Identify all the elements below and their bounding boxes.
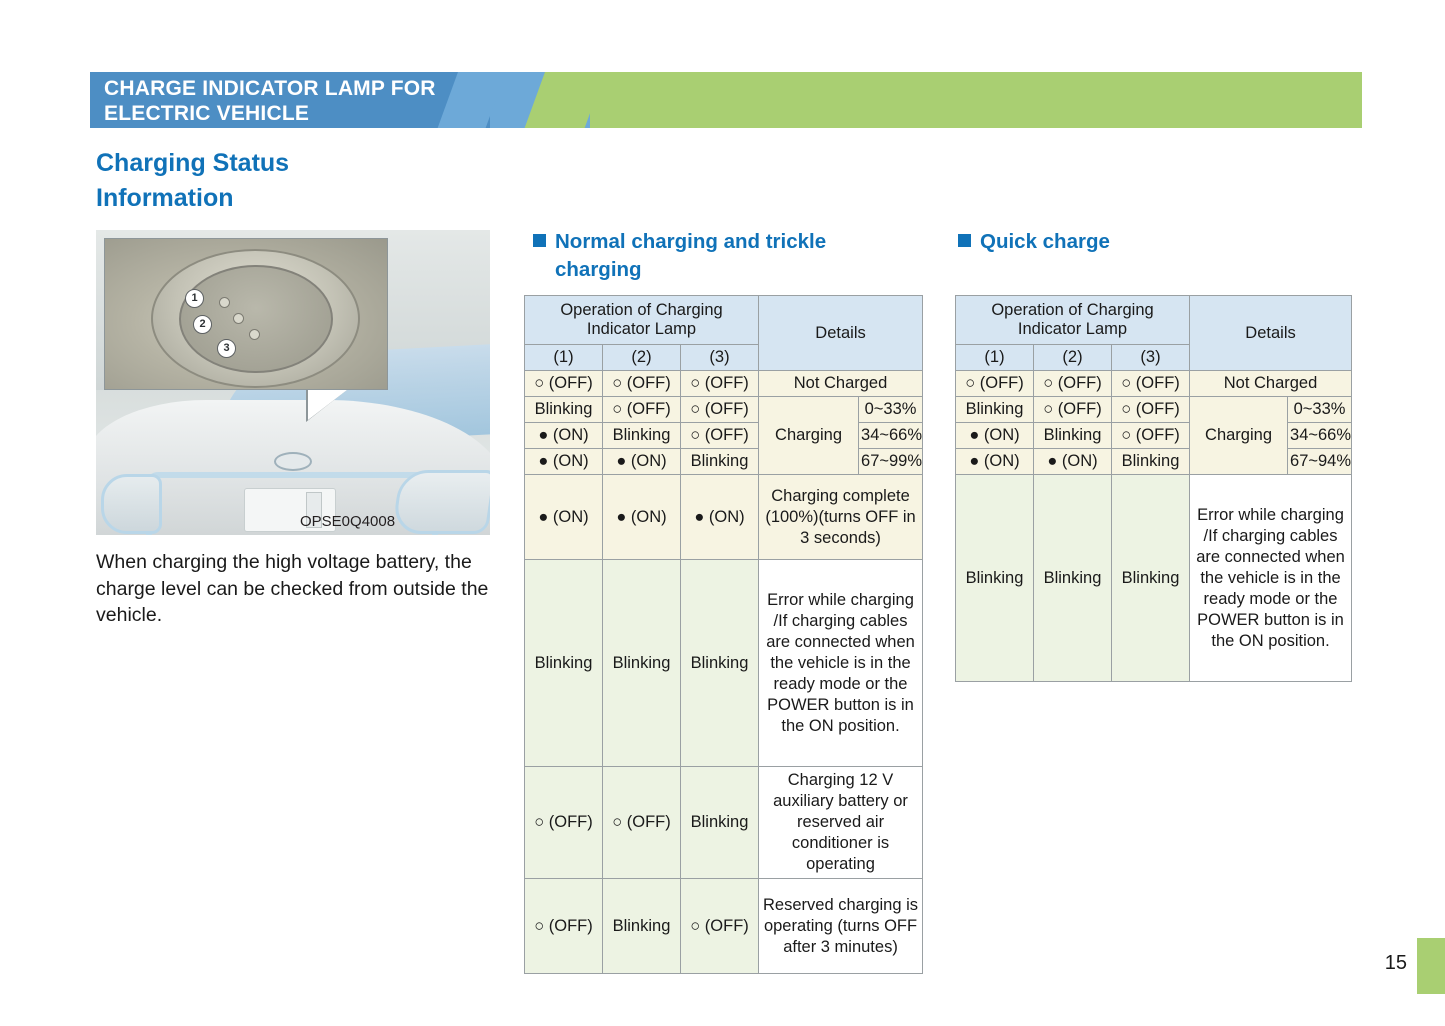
lamp1-state: ○ (OFF) (525, 371, 603, 397)
quick-charge-heading-label: Quick charge (980, 230, 1110, 253)
table-row (956, 371, 1352, 397)
lamp-3-dot (249, 329, 260, 340)
lamp1-state: Blinking (525, 560, 603, 767)
lamp2-state: ○ (OFF) (1034, 371, 1112, 397)
lamp3-header: (3) (681, 345, 759, 371)
row-detail: Reserved charging is operating (turns OFF after 3 minutes) (759, 879, 923, 974)
lamp2-state: Blinking (1034, 475, 1112, 682)
bullet-square-icon (533, 234, 546, 247)
lamp2-state: Blinking (603, 879, 681, 974)
charging-label: Charging (1190, 397, 1288, 475)
row-detail: Charging 12 V auxiliary battery or reserved air conditioner is operating (759, 767, 923, 879)
lamp2-state: Blinking (1034, 423, 1112, 449)
header-green-segment (780, 72, 1362, 128)
quick-charge-heading (958, 228, 1288, 256)
lamp3-state: Blinking (1112, 475, 1190, 682)
lamp2-state: ○ (OFF) (1034, 397, 1112, 423)
right-lamp (392, 470, 490, 534)
lamp2-state: Blinking (603, 423, 681, 449)
table-row (525, 449, 923, 475)
lamp3-state: ○ (OFF) (681, 423, 759, 449)
lamp2-state: ○ (OFF) (603, 371, 681, 397)
lamp2-state: Blinking (603, 560, 681, 767)
table-row (525, 475, 923, 560)
charge-percent: 67~94% (1288, 449, 1352, 475)
lamp3-state: ○ (OFF) (681, 371, 759, 397)
table-row (525, 371, 923, 397)
operation-header: Operation of Charging Indicator Lamp (525, 296, 759, 345)
table-header-row (956, 296, 1352, 345)
lamp3-state: ● (ON) (681, 475, 759, 560)
bullet-square-icon (958, 234, 971, 247)
page-title: Charging Status Information (96, 149, 290, 212)
row-detail: Not Charged (759, 371, 923, 397)
row-detail: Not Charged (1190, 371, 1352, 397)
charge-percent: 34~66% (1288, 423, 1352, 449)
figure-caption: When charging the high voltage battery, the charge level can be checked from outside the vehicle. (96, 551, 489, 626)
table-row (956, 397, 1352, 423)
lamp1-state: ● (ON) (525, 475, 603, 560)
lamp1-header: (1) (525, 345, 603, 371)
lamp-1-dot (219, 297, 230, 308)
normal-charging-heading-label: Normal charging and trickle charging (555, 230, 827, 281)
charge-percent: 34~66% (859, 423, 923, 449)
table-row (525, 397, 923, 423)
lamp3-state: Blinking (1112, 449, 1190, 475)
row-detail: Error while charging /If charging cables are connected when the vehicle is in the ready mode or the POWER button is in the ON position. (1190, 475, 1352, 682)
table-row (956, 449, 1352, 475)
charge-percent: 67~99% (859, 449, 923, 475)
lamp3-state: ○ (OFF) (681, 879, 759, 974)
details-header: Details (1190, 296, 1352, 371)
figure-code: OPSE0Q4008 (300, 513, 396, 530)
vehicle-emblem (274, 452, 312, 471)
lamp1-state: ○ (OFF) (525, 879, 603, 974)
lamp1-header: (1) (956, 345, 1034, 371)
lamp3-state: ○ (OFF) (1112, 397, 1190, 423)
lamp2-header: (2) (603, 345, 681, 371)
lamp1-state: ○ (OFF) (956, 371, 1034, 397)
lamp3-state: ○ (OFF) (1112, 371, 1190, 397)
table-row (525, 560, 923, 767)
lamp3-state: Blinking (681, 449, 759, 475)
table-header-row (525, 296, 923, 345)
callout-zoom-box (104, 238, 388, 390)
lamp2-header: (2) (1034, 345, 1112, 371)
badge-1: 1 (185, 289, 204, 308)
page-number: 15 (1384, 952, 1407, 974)
lamp2-state: ○ (OFF) (603, 397, 681, 423)
lamp2-state: ● (ON) (603, 449, 681, 475)
lamp3-state: Blinking (681, 560, 759, 767)
lamp1-state: ● (ON) (956, 449, 1034, 475)
lamp2-state: ○ (OFF) (603, 767, 681, 879)
table-row (525, 879, 923, 974)
lamp-2-dot (233, 313, 244, 324)
lamp3-state: ○ (OFF) (1112, 423, 1190, 449)
charge-port-illustration (96, 230, 490, 535)
lamp3-header: (3) (1112, 345, 1190, 371)
table-row (956, 475, 1352, 682)
lamp1-state: ● (ON) (525, 423, 603, 449)
operation-header: Operation of Charging Indicator Lamp (956, 296, 1190, 345)
lamp1-state: Blinking (956, 397, 1034, 423)
lamp3-state: ○ (OFF) (681, 397, 759, 423)
header-title: CHARGE INDICATOR LAMP FOR ELECTRIC VEHICLE (104, 77, 436, 125)
normal-charging-table (524, 295, 923, 974)
badge-3: 3 (217, 339, 236, 358)
lamp2-state: ● (ON) (1034, 449, 1112, 475)
lamp1-state: Blinking (525, 397, 603, 423)
row-detail: Error while charging /If charging cables are connected when the vehicle is in the ready mode or the POWER button is in the ON position. (759, 560, 923, 767)
table-row (525, 423, 923, 449)
charge-percent: 0~33% (1288, 397, 1352, 423)
header-band (90, 72, 1362, 128)
left-lamp (101, 474, 162, 534)
lamp3-state: Blinking (681, 767, 759, 879)
lamp2-state: ● (ON) (603, 475, 681, 560)
quick-charge-table (955, 295, 1352, 682)
lamp1-state: ● (ON) (525, 449, 603, 475)
charging-label: Charging (759, 397, 859, 475)
lamp1-state: ● (ON) (956, 423, 1034, 449)
lamp1-state: ○ (OFF) (525, 767, 603, 879)
page-tab-marker (1417, 938, 1445, 994)
normal-charging-heading (533, 228, 918, 284)
table-row (525, 767, 923, 879)
lamp1-state: Blinking (956, 475, 1034, 682)
row-detail: Charging complete (100%)(turns OFF in 3 seconds) (759, 475, 923, 560)
details-header: Details (759, 296, 923, 371)
table-row (956, 423, 1352, 449)
charge-percent: 0~33% (859, 397, 923, 423)
badge-2: 2 (193, 315, 212, 334)
